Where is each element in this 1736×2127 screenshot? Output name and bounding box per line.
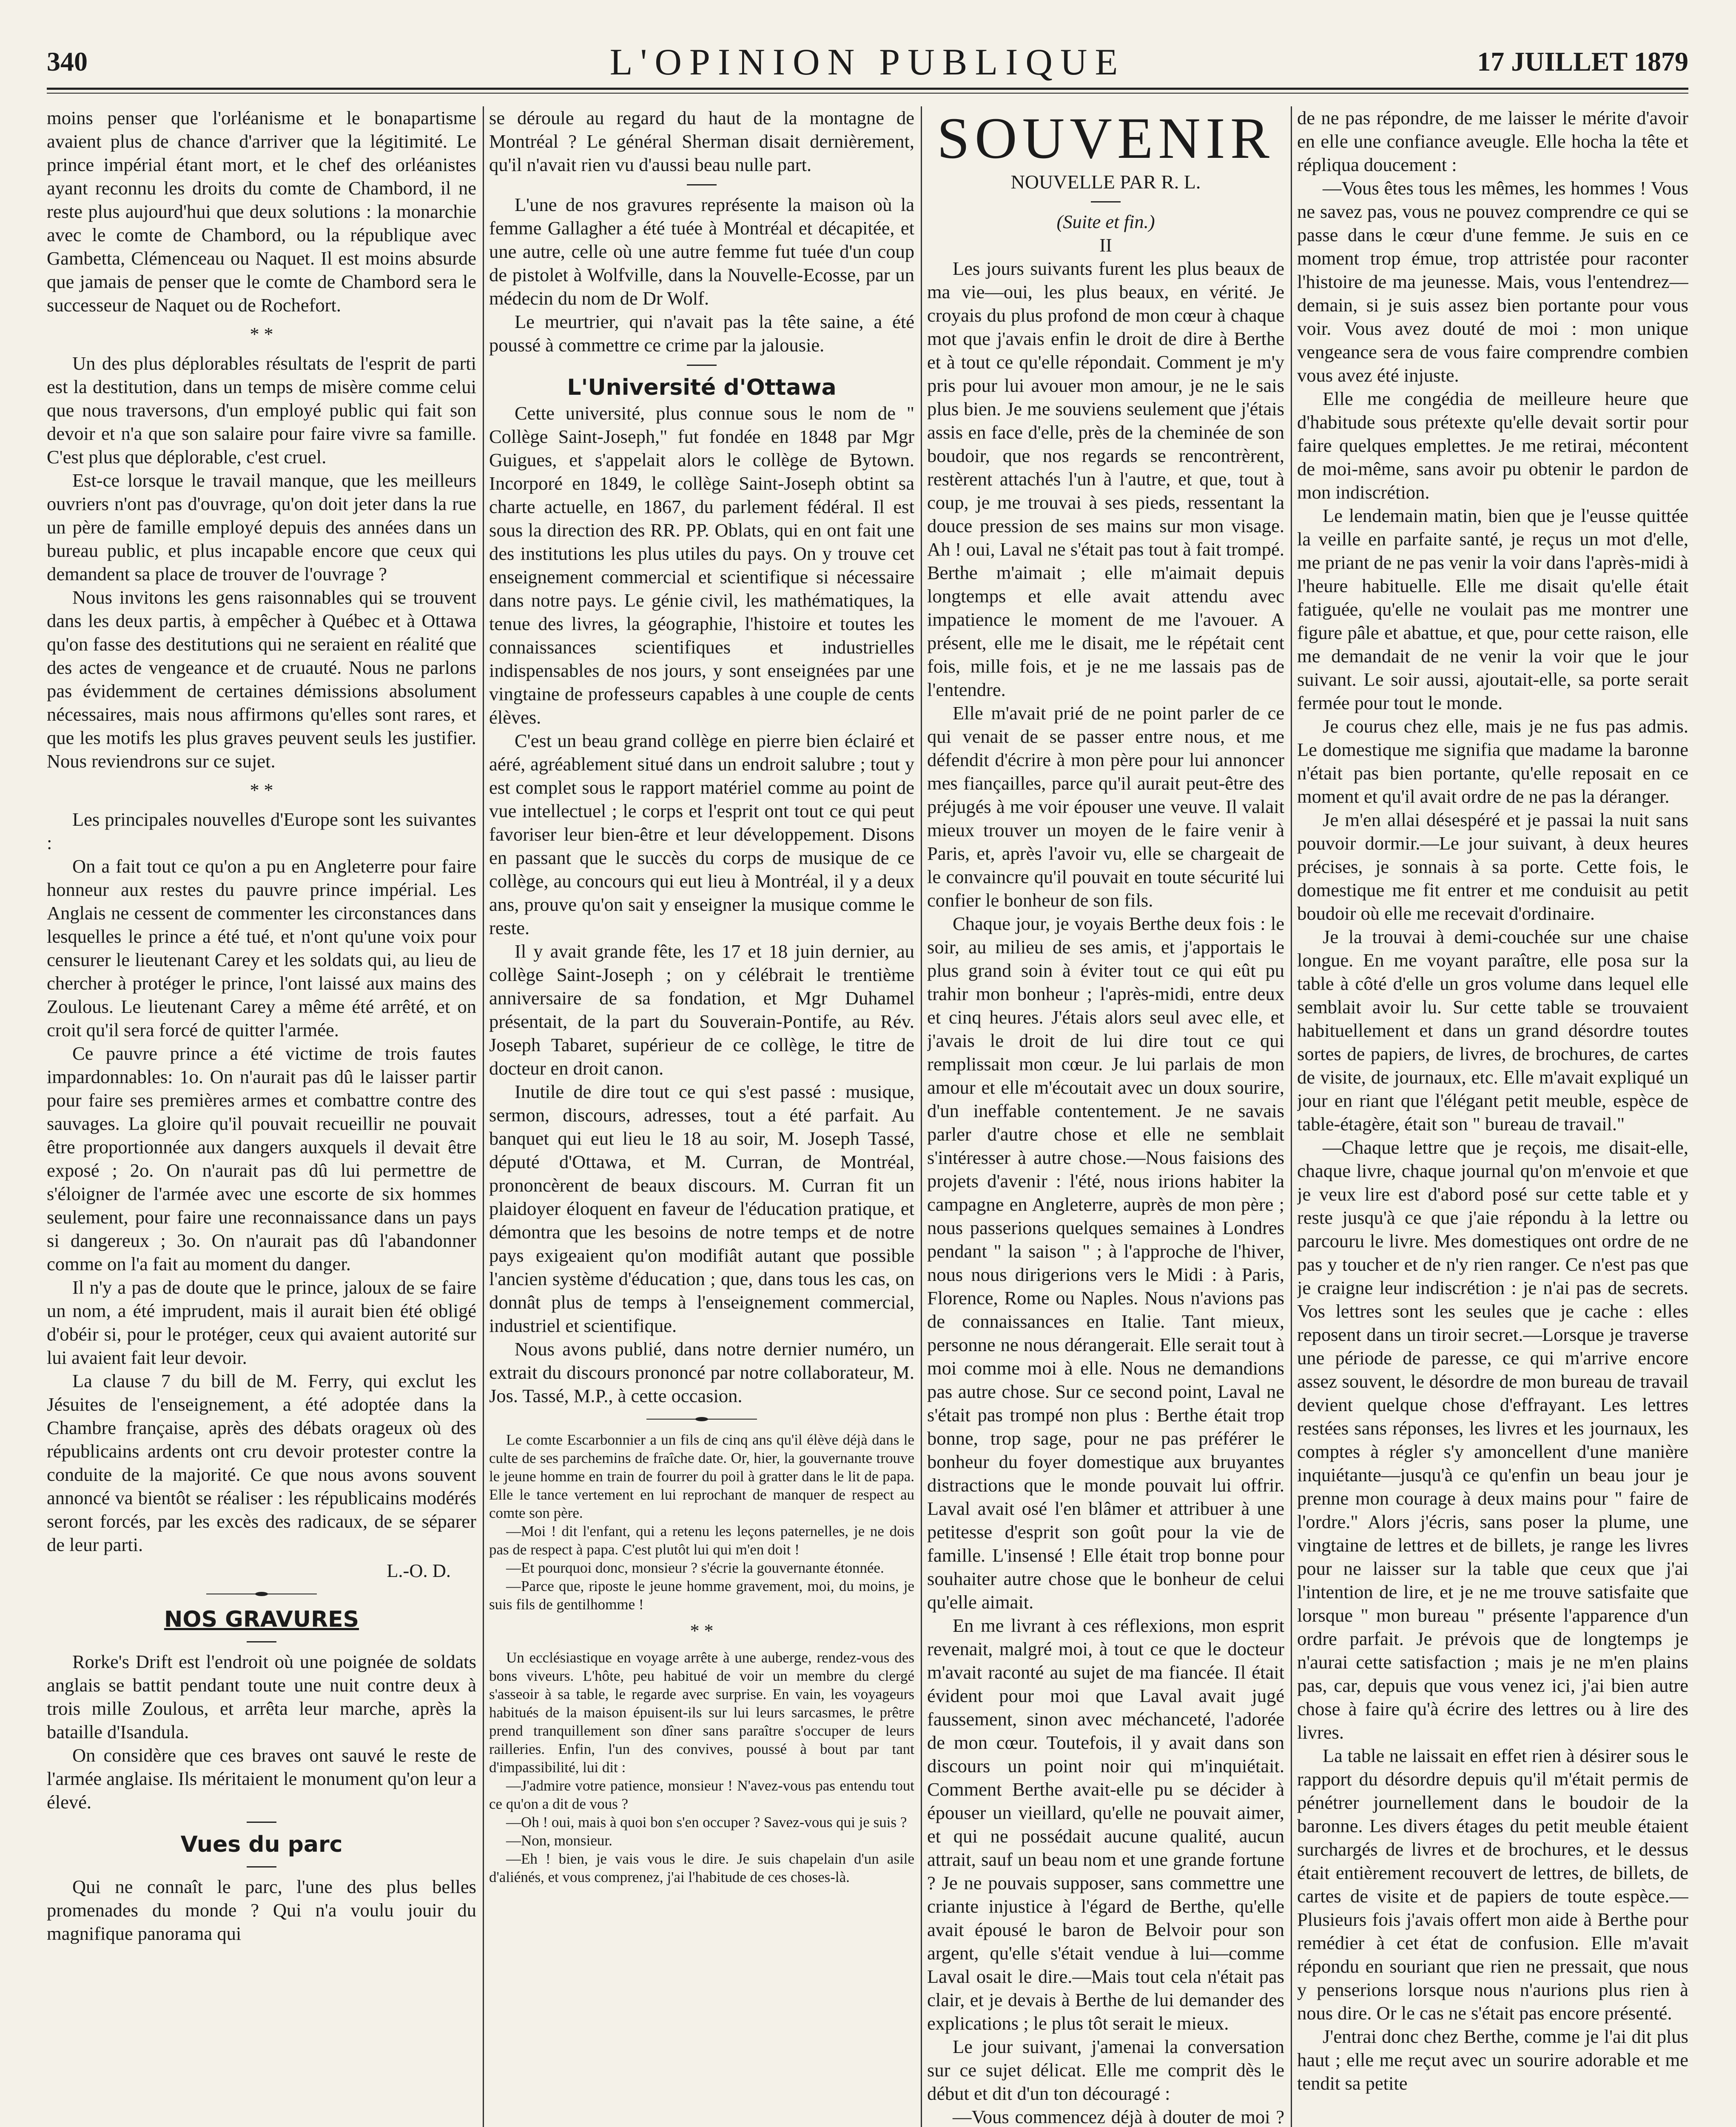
anecdotes <box>489 1431 914 1886</box>
paragraph: de ne pas répondre, de me laisser le mérite d'avoir en elle une confiance aveugle. Elle hocha la tête et répliqua doucement : <box>1297 107 1688 175</box>
paragraph: Rorke's Drift est l'endroit où une poignée de soldats anglais se battit pendant toute une nuit contre deux à trois mille Zoulous, et arrêta leur marche, après la bataille d'Isandula. <box>47 1651 476 1742</box>
paragraph: Les jours suivants furent les plus beaux de ma vie—oui, les plus beaux, en vérité. Je croyais du plus profond de mon cœur à chaque mot que j'avais enfin le droit de dire à Berthe et à tout ce qu'elle répondait. Comment je m'y pris pour lui avouer mon amour, je ne le sais plus bien. Je me souviens seulement que j'étais assis en face d'elle, près de la cheminée de son boudoir, que nos regards se rencontrèrent, restèrent attachés l'un à l'autre, et que, tout à coup, je me trouvai à ses pieds, ressentant la douce pression de ses mains sur mon visage. Ah ! oui, Laval ne s'était pas tout à fait trompé. Berthe m'aimait ; elle m'aimait depuis longtemps et elle avait attendu avec impatience le moment de me l'avouer. A présent, elle me le disait, me le répétait cent fois, mille fois, et je ne me lassais pas de l'entendre. <box>927 258 1284 700</box>
ornament-divider <box>646 1417 757 1421</box>
anecdote-paragraph: —Et pourquoi donc, monsieur ? s'écrie la gouvernante étonnée. <box>506 1560 884 1576</box>
issue-date: 17 JUILLET 1879 <box>1477 46 1688 77</box>
paragraph: Je m'en allai désespéré et je passai la nuit sans pouvoir dormir.—Le jour suivant, à deux heures précises, je sonnais à sa porte. Cette fois, le domestique me fit entrer et me conduisit au petit boudoir où elle me recevait d'ordinaire. <box>1297 809 1688 924</box>
paragraph: se déroule au regard du haut de la montagne de Montréal ? Le général Sherman disait dernièrement, qu'il n'avait rien vu d'aussi beau nulle part. <box>489 107 914 175</box>
paragraph: —Chaque lettre que je reçois, me disait-elle, chaque livre, chaque journal qu'on m'envoie et que je veux lire est d'abord posé sur cette table et y reste jusqu'à ce que j'aie répondu à la lettre ou parcouru le livre. Mes domestiques ont ordre de ne pas y toucher et de n'y rien ranger. Ce n'est pas que je craigne leur indiscrétion : je n'ai pas de secrets. Vos lettres sont les seules que je cache : elles reposent dans un tiroir secret.—Lorsque je traverse une période de paresse, ce qui m'arrive encore assez souvent, le désordre de mon bureau de travail devient quelque chose d'effrayant. Les lettres restées sans réponses, les livres et les journaux, les comptes à régler s'y amoncellent d'une manière inquiétante—jusqu'à ce qu'enfin un beau jour je prenne mon courage à deux mains pour " faire de l'ordre." Alors j'écris, sans poser la plume, une vingtaine de lettres et de billets, je range les livres pour ne laisser sur la table que ceux que j'ai l'intention de lire, et je ne me trouve satisfaite que lorsque " mon bureau " présente l'apparence d'un ordre parfait. Je prévois que de longtemps je n'aurai cette satisfaction ; mais je ne m'en plains pas, car, depuis que vous venez ici, j'ai bien autre chose à faire qu'à écrire des lettres ou à lire des livres. <box>1297 1137 1688 1743</box>
paragraph: Je courus chez elle, mais je ne fus pas admis. Le domestique me signifia que madame la baronne n'était pas bien portante, qu'elle reposait en ce moment et qu'il avait ordre de ne pas la déranger. <box>1297 716 1688 807</box>
paragraph: Inutile de dire tout ce qui s'est passé : musique, sermon, discours, adresses, tout a été parfait. Au banquet qui eut lieu le 18 au soir, M. Joseph Tassé, député d'Ottawa, et M. Curran, de Montréal, prononcèrent de beaux discours. M. Curran fit un plaidoyer éloquent en faveur de l'éducation pratique, et démontra que les besoins de notre temps et de notre pays exigeaient qu'on modifiât autant que possible l'ancien système d'éducation ; que, dans tous les cas, on donnât plus de temps à l'enseignement commercial, industriel et scientifique. <box>489 1081 914 1336</box>
paragraph: Nous avons publié, dans notre dernier numéro, un extrait du discours prononcé par notre collaborateur, M. Jos. Tassé, M.P., à cette occasion. <box>489 1338 914 1406</box>
story-byline: NOUVELLE PAR R. L. <box>1010 171 1201 193</box>
paragraph: En me livrant à ces réflexions, mon esprit revenait, malgré moi, à tout ce que le docteur m'avait raconté au sujet de ma fiancée. Il était évident pour moi que Laval avait jugé faussement, sinon avec méchanceté, l'adorée de mon cœur. Toutefois, il y avait dans son discours un point noir qui m'inquiétait. Comment Berthe avait-elle pu se décider à épouser un vieillard, qu'elle ne pouvait aimer, et qui ne possédait aucune qualité, aucun attrait, sauf un beau nom et une grande fortune ? Je ne pouvais supposer, sans commettre une criante injustice à l'égard de Berthe, qu'elle avait épousé le baron de Belvoir pour son argent, qu'elle s'était vendue à lui—comme Laval osait le dire.—Mais tout cela n'était pas clair, et je devais à Berthe de lui demander des explications ; le plus tôt serait le mieux. <box>927 1615 1284 2034</box>
paragraph: On a fait tout ce qu'on a pu en Angleterre pour faire honneur aux restes du pauvre prince impérial. Les Anglais ne cessent de commenter les circonstances dans lesquelles le prince a été tué, et n'ont qu'une voix pour censurer le lieutenant Carey et les soldats qui, au lieu de chercher à protéger le prince, l'ont laissé aux mains des Zoulous. Le lieutenant Carey a même été arrêté, et on croit qu'il sera forcé de quitter l'armée. <box>47 855 476 1041</box>
paragraph: moins penser que l'orléanisme et le bonapartisme avaient plus de chance d'arriver que la légitimité. Le prince impérial étant mort, et le chef des orléanistes ayant reconnu les droits du comte de Chambord, il ne reste plus aujourd'hui que deux solutions : la monarchie avec le comte de Chambord, ou la république avec Gambetta, Clémenceau ou Naquet. Il est moins absurde que jamais de penser que le comte de Chambord sera le successeur de Naquet ou de Rochefort. <box>47 107 476 316</box>
paragraph: J'entrai donc chez Berthe, comme je l'ai dit plus haut ; elle me reçut avec un sourire adorable et me tendit sa petite <box>1297 2026 1688 2094</box>
section-stars: * * <box>690 1620 714 1641</box>
masthead-rule-thin <box>47 93 1688 94</box>
column-4 <box>1297 106 1688 2127</box>
divider <box>1091 201 1121 202</box>
anecdote-paragraph: —Non, monsieur. <box>506 1832 612 1849</box>
column-separator <box>921 106 922 2127</box>
column-separator <box>483 106 484 2127</box>
paragraph: Ce pauvre prince a été victime de trois fautes impardonnables: 1o. On n'aurait pas dû le laisser partir pour faire ses premières armes et combattre contre des sauvages. La gloire qu'il pouvait recueillir ne pouvait être proportionnée aux dangers auxquels il devait être exposé ; 2o. On n'aurait pas dû lui permettre de s'éloigner de l'armée avec une escorte de six hommes seulement, pour faire une reconnaissance dans un pays si dangereux ; 3o. On n'aurait pas dû l'abandonner comme on l'a fait au moment du danger. <box>47 1043 476 1274</box>
paragraph: La clause 7 du bill de M. Ferry, qui exclut les Jésuites de l'enseignement, a été adoptée dans la Chambre française, après des débats orageux où des républicains ardents ont cru devoir protester contre la conduite de la majorité. Ce que nous avons souvent annoncé va bientôt se réaliser : les républicains modérés seront forcés, par les excès des radicaux, de se séparer de leur parti. <box>47 1370 476 1555</box>
anecdote-paragraph: —Eh ! bien, je vais vous le dire. Je suis chapelain d'un asile d'aliénés, et vous comprenez, j'ai l'habitude de ces choses-là. <box>489 1850 914 1885</box>
masthead-rule <box>47 88 1688 90</box>
section-stars: * * <box>250 324 273 345</box>
divider <box>687 184 717 185</box>
story-title: SOUVENIR <box>937 106 1275 171</box>
column-3 <box>927 106 1284 2127</box>
masthead <box>47 41 1688 82</box>
anecdote-paragraph: Un ecclésiastique en voyage arrête à une auberge, rendez-vous des bons viveurs. L'hôte, peu habitué de voir un membre du clergé s'asseoir à sa table, le regarde avec surprise. En vain, les voyageurs habitués de la maison épuisent-ils sur lui leurs sarcasmes, le prêtre prend tranquillement son dîner sans paraître s'occuper de leurs railleries. Enfin, l'un des convives, poussé à bout par tant d'impassibilité, lui dit : <box>489 1649 914 1776</box>
paragraph: Nous invitons les gens raisonnables qui se trouvent dans les deux partis, à empêcher à Québec et à Ottawa qu'on fasse des destitutions qui ne seraient en réalité que des actes de vengeance et de cruauté. Nous ne parlons pas évidemment de certaines démissions absolument nécessaires, mais nous affirmons qu'elles sont rares, et que les motifs les plus graves peuvent seuls les justifier. Nous reviendrons sur ce sujet. <box>47 587 476 772</box>
paragraph: —Vous êtes tous les mêmes, les hommes ! Vous ne savez pas, vous ne pouvez comprendre ce qui se passe dans le cœur d'une femme. Je suis en ce moment trop émue, trop attristée pour raconter l'histoire de ma jeunesse. Mais, vous l'entendrez—demain, si je suis assez bien portante pour vous voir. Vous avez douté de moi : mon unique vengeance sera de vous faire comprendre combien vous avez été injuste. <box>1297 177 1688 386</box>
paragraph: Elle m'avait prié de ne point parler de ce qui venait de se passer entre nous, et me défendit d'écrire à mon père pour lui annoncer mes fiançailles, parce qu'il aurait peut-être des préjugés à me voir épouser une veuve. Il valait mieux trouver un moyen de le faire venir à Paris, et, après l'avoir vu, elle se chargeait de le convaincre qu'il pouvait en toute sécurité lui confier le bonheur de son fils. <box>927 702 1284 911</box>
paragraph: L'une de nos gravures représente la maison où la femme Gallagher a été tuée à Montréal et décapitée, et une autre, celle où une autre femme fut tuée d'un coup de pistolet à Wolfville, dans la Nouvelle-Ecosse, par un médecin du nom de Dr Wolf. <box>489 194 914 309</box>
divider <box>247 1641 276 1642</box>
signature: L.-O. D. <box>387 1560 451 1581</box>
paragraph: Je la trouvai à demi-couchée sur une chaise longue. En me voyant paraître, elle posa sur la table à côté d'elle un gros volume dans lequel elle semblait avoir lu. Sur cette table se trouvaient habituellement et dans un grand désordre toutes sortes de papiers, de livres, de brochures, de cartes de visite, de journaux, etc. Elle m'avait expliqué un jour en riant que l'élégant petit meuble, espèce de table-étagère, était son " bureau de travail." <box>1297 926 1688 1135</box>
paragraph: Il n'y a pas de doute que le prince, jaloux de se faire un nom, a été imprudent, mais il aurait bien été obligé d'obéir si, pour le protéger, ceux qui avaient autorité sur lui avaient fait leur devoir. <box>47 1277 476 1368</box>
anecdote-paragraph: —J'admire votre patience, monsieur ! N'avez-vous pas entendu tout ce qu'on a dit de vous ? <box>489 1777 914 1812</box>
paragraph: Le jour suivant, j'amenai la conversation sur ce sujet délicat. Elle me comprit dès le début et dit d'un ton découragé : <box>927 2036 1284 2104</box>
chapter-number: II <box>1099 234 1112 256</box>
column-1 <box>47 106 476 2127</box>
paragraph: Il y avait grande fête, les 17 et 18 juin dernier, au collège Saint-Joseph ; on y célébrait le trentième anniversaire de sa fondation, et Mgr Duhamel présentait, de la part du Souverain-Pontife, au Rév. Joseph Tabaret, supérieur de ce collège, le titre de docteur en droit canon. <box>489 941 914 1079</box>
paragraph: Cette université, plus connue sous le nom de " Collège Saint-Joseph," fut fondée en 1848 par Mgr Guigues, et s'appelait alors le collège de Bytown. Incorporé en 1849, le collège Saint-Joseph obtint sa charte actuelle, en 1867, du parlement fédéral. Il est sous la direction des RR. PP. Oblats, qui en ont fait une des institutions les plus utiles du pays. On y trouve cet enseignement commercial et scientifique si nécessaire dans notre pays. Le génie civil, les mathématiques, la tenue des livres, la géographie, l'histoire et toutes les connaissances scientifiques et industrielles indispensables de nos jours, y sont enseignées par une vingtaine de professeurs capables à une couple de cents élèves. <box>489 402 914 728</box>
paragraph: Un des plus déplorables résultats de l'esprit de parti est la destitution, dans un temps de misère comme celui que nous traversons, d'un employé public qui fait son devoir et n'a que son salaire pour faire vivre sa famille. C'est plus que déplorable, c'est cruel. <box>47 353 476 468</box>
newspaper-title: L'OPINION PUBLIQUE <box>609 42 1126 83</box>
section-stars: * * <box>250 780 273 801</box>
ornament-divider <box>206 1592 317 1596</box>
paragraph: —Vous commencez déjà à douter de moi ? <box>953 2106 1284 2127</box>
paragraph: C'est un beau grand collège en pierre bien éclairé et aéré, agréablement situé dans un endroit salubre ; tout y est complet sous le rapport matériel comme au point de vue intellectuel ; le corps et l'esprit ont tout ce qui peut favoriser leur bien-être et leur développement. Disons en passant que le succès du corps de musique de ce collège, au concours qui eut lieu à Montréal, il y a deux ans, prouve qu'on sait y enseigner la musique comme le reste. <box>489 730 914 938</box>
paragraph: On considère que ces braves ont sauvé le reste de l'armée anglaise. Ils méritaient le monument qu'on leur a élevé. <box>47 1745 476 1813</box>
paragraph: Les principales nouvelles d'Europe sont les suivantes : <box>47 809 476 853</box>
paragraph: Est-ce lorsque le travail manque, que les meilleurs ouvriers n'ont pas d'ouvrage, qu'on doit jeter dans la rue un père de famille employé depuis des années dans un bureau public, et plus incapable encore que ceux qui demandent sa place de trouver de l'ouvrage ? <box>47 470 476 584</box>
anecdote-paragraph: —Moi ! dit l'enfant, qui a retenu les leçons paternelles, je ne dois pas de respect à papa. C'est plutôt lui qui m'en doit ! <box>489 1523 914 1558</box>
paragraph: La table ne laissait en effet rien à désirer sous le rapport du désordre depuis qu'il m'était permis de pénétrer journellement dans le boudoir de la baronne. Les divers étages du petit meuble étaient surchargés de livres et de brochures, et le dessus était entièrement recouvert de lettres, de billets, de cartes de visite et de papiers de toute espèce.—Plusieurs fois j'avais offert mon aide à Berthe pour remédier à cet état de confusion. Elle m'avait répondu en souriant que rien ne pressait, que nous y penserions lorsque nous n'aurions plus rien à nous dire. Or le cas ne s'était pas encore présenté. <box>1297 1745 1688 2024</box>
column-separator <box>1291 106 1292 2127</box>
divider <box>247 1866 276 1868</box>
paragraph: Le lendemain matin, bien que je l'eusse quittée la veille en parfaite santé, je reçus un mot d'elle, me priant de ne pas venir la voir dans l'après-midi à l'heure habituelle. Elle me disait qu'elle était fatiguée, qu'elle ne voulait pas me montrer une figure pâle et abattue, et que, pour cette raison, elle me demandait de ne venir la voir que le jour suivant. Le soir aussi, ajoutait-elle, sa porte serait fermée pour tout le monde. <box>1297 505 1688 713</box>
section-heading: L'Université d'Ottawa <box>567 375 837 400</box>
paragraph: Qui ne connaît le parc, l'une des plus belles promenades du monde ? Qui n'a voulu jouir du magnifique panorama qui <box>47 1876 476 1944</box>
anecdote-paragraph: —Parce que, riposte le jeune homme gravement, moi, du moins, je suis fils de gentilhomme ! <box>489 1578 914 1613</box>
page-number: 340 <box>47 46 88 77</box>
divider <box>247 1822 276 1823</box>
column-2 <box>489 106 914 2127</box>
paragraph: Le meurtrier, qui n'avait pas la tête saine, a été poussé à commettre ce crime par la jalousie. <box>489 311 914 356</box>
anecdote-paragraph: —Oh ! oui, mais à quoi bon s'en occuper ? Savez-vous qui je suis ? <box>506 1814 907 1830</box>
divider <box>687 365 717 366</box>
story-continuation: (Suite et fin.) <box>1056 211 1155 232</box>
section-heading: Vues du parc <box>180 1832 343 1857</box>
section-heading: NOS GRAVURES <box>164 1607 359 1632</box>
anecdote-paragraph: Le comte Escarbonnier a un fils de cinq ans qu'il élève déjà dans le culte de ses parchemins de fraîche date. Or, hier, la gouvernante trouve le jeune homme en train de fourrer du poil à gratter dans le lit de papa. Elle le tance vertement en lui reprochant de manquer de respect au comte son père. <box>489 1431 914 1521</box>
paragraph: Elle me congédia de meilleure heure que d'habitude sous prétexte qu'elle devait sortir pour faire quelques emplettes. Je me retirai, mécontent de moi-même, sans avoir pu obtenir le pardon de mon indiscrétion. <box>1297 388 1688 503</box>
paragraph: Chaque jour, je voyais Berthe deux fois : le soir, au milieu de ses amis, et j'apportais le plus grand soin à éviter tout ce qui eût pu trahir mon bonheur ; l'après-midi, entre deux et cinq heures. J'étais alors seul avec elle, et j'avais le droit de lui dire tout ce qui remplissait mon cœur. Je lui parlais de mon amour et elle m'écoutait avec un doux sourire, d'un ineffable contentement. Je ne savais parler d'autre chose et elle ne semblait s'intéresser à autre chose.—Nous faisions des projets d'avenir : l'été, nous irions habiter la campagne en Angleterre, auprès de mon père ; nous passerions quelques semaines à Londres pendant " la saison " ; à l'approche de l'hiver, nous nous dirigerions vers le Midi : à Paris, Florence, Rome ou Naples. Nous n'avions pas de connaissances en Italie. Tant mieux, personne ne nous dérangerait. Elle serait tout à moi comme moi à elle. Nous ne demandions pas autre chose. Sur ce second point, Laval ne s'était pas trompé non plus : Berthe était trop bonne, trop sage, pour ne pas préférer le bonheur du foyer domestique aux bruyantes distractions que le monde pouvait lui offrir. Laval avait osé l'en blâmer et attribuer à une petitesse d'esprit son goût pour la vie de famille. L'insensé ! Elle était trop bonne pour souhaiter autre chose que le bonheur de celui qu'elle aimait. <box>927 913 1284 1613</box>
